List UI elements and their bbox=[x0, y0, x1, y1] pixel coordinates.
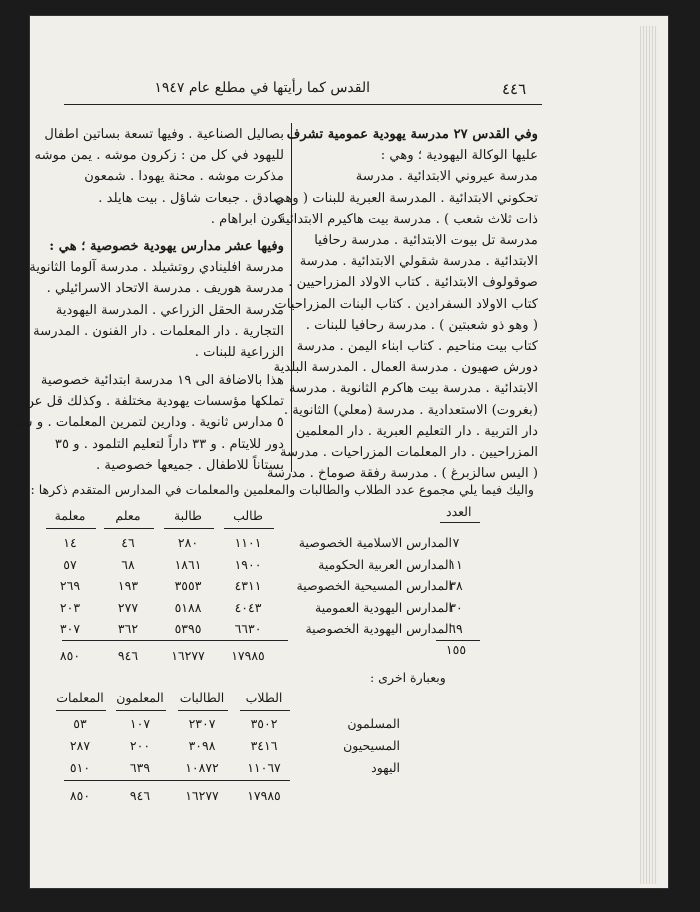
column-header: المعلمون bbox=[116, 690, 164, 705]
text-line: تملكها مؤسسات يهودية مختلفة . وكذلك قل عن bbox=[24, 394, 284, 410]
column-header: الطلاب bbox=[245, 690, 283, 705]
text-line: مدرسة هوريف . مدرسة الاتحاد الاسرائيلي . bbox=[46, 281, 284, 297]
table-cell: ٥١٠ bbox=[69, 760, 91, 775]
row-label: المدارس العربية الحكومية bbox=[318, 556, 452, 572]
total-cell: ١٧٩٨٥ bbox=[247, 788, 281, 803]
text-line: الابتدائية . مدرسة بيت هاكرم الثانوية . مدرسة bbox=[288, 381, 538, 397]
table-cell: ١٠٨٧٢ bbox=[185, 760, 219, 775]
text-line: التجارية . دار المعلمات . دار الفنون . المدرسة bbox=[33, 323, 284, 339]
table-cell: ٦٦٣٠ bbox=[234, 621, 262, 636]
left-column-para-3 bbox=[8, 370, 284, 476]
text-line: مدرسة عيروني الابتدائية . مدرسة bbox=[355, 169, 538, 185]
column-header-rule bbox=[46, 528, 96, 529]
text-line: مدرسة تل بيوت الابتدائية . مدرسة رحافيا bbox=[314, 233, 538, 249]
table-cell: ١١٠١ bbox=[234, 535, 262, 550]
alt-label: وبعبارة اخرى : bbox=[370, 670, 446, 685]
row-count: ١١ bbox=[449, 556, 463, 572]
table-cell: ٢٨٧ bbox=[69, 738, 91, 753]
total-cell: ٩٤٦ bbox=[129, 788, 151, 803]
text-line: هذا بالاضافة الى ١٩ مدرسة ابتدائية خصوصية bbox=[40, 373, 284, 388]
total-cell: ٩٤٦ bbox=[117, 648, 139, 663]
text-line: دورش صهيون . مدرسة العمال . المدرسة البلدية bbox=[273, 360, 538, 376]
column-header: المعلمات bbox=[56, 690, 104, 705]
column-header-rule bbox=[240, 710, 290, 711]
text-line: الابتدائية . مدرسة شقولي الابتدائية . مدرسة bbox=[299, 254, 538, 270]
table-cell: ٤٠٤٣ bbox=[234, 599, 262, 615]
row-count: ٣٨ bbox=[449, 578, 463, 593]
text-line: بصاليل الصناعية . وفيها تسعة بساتين اطفال bbox=[44, 127, 284, 142]
text-line: وفي القدس ٢٧ مدرسة يهودية عمومية تشرف bbox=[286, 127, 538, 142]
table-cell: ٥٧ bbox=[63, 556, 77, 572]
table-cell: ٣٠٧ bbox=[59, 621, 81, 636]
column-header-rule bbox=[178, 710, 228, 711]
row-count: ٧ bbox=[452, 535, 460, 550]
table-cell: ٦٣٩ bbox=[129, 760, 151, 775]
row-label: المدارس الاسلامية الخصوصية bbox=[298, 535, 452, 550]
table-cell: ٥٣٩٥ bbox=[174, 621, 202, 636]
table-cell: ٣٠٩٨ bbox=[188, 738, 216, 753]
text-line: مذكرت موشه . محنة يهودا . شمعون bbox=[84, 169, 284, 185]
total-cell: ٨٥٠ bbox=[59, 648, 81, 663]
text-line: ٥ مدارس ثانوية . ودارين لتمرين المعلمات . و ست bbox=[8, 415, 284, 431]
count-total-rule bbox=[436, 640, 480, 641]
table-cell: ٣٥٠٢ bbox=[250, 716, 278, 731]
row-label: المدارس المسيحية الخصوصية bbox=[296, 578, 452, 593]
text-line: كتاب الاولاد السفرادين . كتاب البنات المزراحيات bbox=[274, 296, 538, 312]
count-header-rule bbox=[440, 522, 480, 523]
table-cell: ١٠٧ bbox=[129, 716, 151, 731]
text-line: المزراحيين . دار المعلمات المزراحيات . مدرسة bbox=[280, 445, 538, 461]
table-cell: ٥١٨٨ bbox=[174, 599, 202, 615]
total-rule bbox=[64, 780, 290, 781]
right-column bbox=[266, 124, 538, 484]
total-cell: ١٦٢٧٧ bbox=[185, 788, 219, 803]
table-cell: ١٩٣ bbox=[117, 578, 139, 593]
table-cell: ٤٣١١ bbox=[234, 578, 262, 593]
column-header-rule bbox=[164, 528, 214, 529]
row-label: المدارس اليهودية الخصوصية bbox=[305, 621, 452, 636]
table-cell: ٣٤١٦ bbox=[250, 738, 278, 753]
total-cell: ١٦٢٧٧ bbox=[171, 648, 205, 663]
table-cell: ١٤ bbox=[63, 535, 77, 550]
left-column-para-1 bbox=[26, 124, 284, 230]
table-cell: ٣٦٢ bbox=[117, 621, 139, 636]
table-cell: ١٩٠٠ bbox=[234, 556, 262, 572]
row-label: اليهود bbox=[371, 760, 400, 775]
text-line: كتاب بيت مناحيم . كتاب ابناء اليمن . مدرسة bbox=[296, 339, 538, 355]
text-line: بستاناً للاطفال . جميعها خصوصية . bbox=[96, 457, 284, 473]
table-cell: ١٨٦١ bbox=[174, 556, 202, 572]
page-edges bbox=[640, 26, 658, 884]
row-label: المسلمون bbox=[347, 716, 400, 731]
table-cell: ٢٦٩ bbox=[59, 578, 81, 593]
text-line: مدرسة افلينادي روتشيلد . مدرسة آلوما الثانوية . bbox=[20, 260, 284, 276]
table-cell: ٢٨٠ bbox=[177, 535, 199, 550]
text-line: وفيها عشر مدارس يهودية خصوصية ؛ هي : bbox=[49, 239, 284, 254]
table-cell: ٥٣ bbox=[73, 716, 87, 731]
running-title: القدس كما رأيتها في مطلع عام ١٩٤٧ bbox=[154, 80, 370, 96]
total-rule bbox=[62, 640, 288, 641]
text-line: تحكوني الابتدائية . المدرسة العبرية للبنات ( وهي bbox=[274, 190, 538, 206]
text-line: (بغروت) الاستعدادية . مدرسة (معلي) الثانوية . bbox=[283, 402, 538, 418]
text-line: ( اليس سالزبرغ ) . مدرسة رفقة صوماخ . مدرسة bbox=[266, 466, 538, 482]
left-column-para-2 bbox=[20, 236, 284, 363]
total-count: ١٥٥ bbox=[445, 642, 467, 657]
row-label: المسيحيون bbox=[343, 738, 400, 753]
text-line: عليها الوكالة اليهودية ؛ وهي : bbox=[380, 148, 538, 164]
column-header-rule bbox=[224, 528, 274, 529]
column-header: معلمة bbox=[54, 508, 86, 523]
row-count: ٦٩ bbox=[449, 621, 463, 636]
table-cell: ٢٧٧ bbox=[117, 599, 139, 615]
row-count: ٣٠ bbox=[449, 599, 463, 615]
text-line: ( وهو ذو شعبتين ) . مدرسة رحافيا للبنات . bbox=[305, 317, 538, 333]
column-header-rule bbox=[116, 710, 166, 711]
text-line: دار التربية . دار التعليم العبرية . دار المعلمين bbox=[295, 423, 538, 439]
header-rule bbox=[64, 104, 542, 105]
page-number: ٤٤٦ bbox=[502, 80, 527, 98]
text-line: دور للايتام . و ٣٣ داراً لتعليم التلمود . و ٣٥ bbox=[54, 436, 284, 452]
table-cell: ٦٨ bbox=[121, 556, 135, 572]
table-cell: ٢٠٣ bbox=[59, 599, 81, 615]
text-line: لليهود في كل من : زكرون موشه . يمن موشه . bbox=[26, 148, 284, 164]
intro-line: واليك فيما يلي مجموع عدد الطلاب والطالبات والمعلمين والمعلمات في المدارس المتقدم ذكرها : bbox=[30, 482, 534, 497]
text-line: صادق . جبعات شاؤل . بيت هايلد . bbox=[98, 190, 284, 206]
table-cell: ٤٦ bbox=[121, 535, 135, 550]
column-header-rule bbox=[104, 528, 154, 529]
text-line: ذات ثلاث شعب ) . مدرسة بيت هاكيرم الابتدائية . bbox=[270, 211, 538, 227]
column-header: طالب bbox=[233, 508, 263, 523]
text-line: صوقولوف الابتدائية . كتاب الاولاد المزراحيين . bbox=[288, 275, 538, 291]
row-label: المدارس اليهودية العمومية bbox=[315, 599, 452, 615]
table-cell: ١١٠٦٧ bbox=[247, 760, 281, 775]
text-line: مدرسة الحقل الزراعي . المدرسة اليهودية bbox=[55, 302, 284, 318]
total-cell: ٨٥٠ bbox=[69, 788, 91, 803]
column-header: طالبة bbox=[173, 508, 203, 523]
column-header-rule bbox=[56, 710, 106, 711]
column-header: الطالبات bbox=[179, 690, 225, 705]
count-header: العدد bbox=[446, 504, 472, 519]
column-header: معلم bbox=[115, 508, 141, 523]
text-line: الزراعية للبنات . bbox=[194, 345, 284, 361]
table-cell: ٢٣٠٧ bbox=[188, 716, 216, 731]
text-line: كرن ابراهام . bbox=[210, 211, 284, 227]
table-cell: ٢٠٠ bbox=[129, 738, 151, 753]
table-cell: ٣٥٥٣ bbox=[174, 578, 202, 593]
total-cell: ١٧٩٨٥ bbox=[231, 648, 265, 663]
